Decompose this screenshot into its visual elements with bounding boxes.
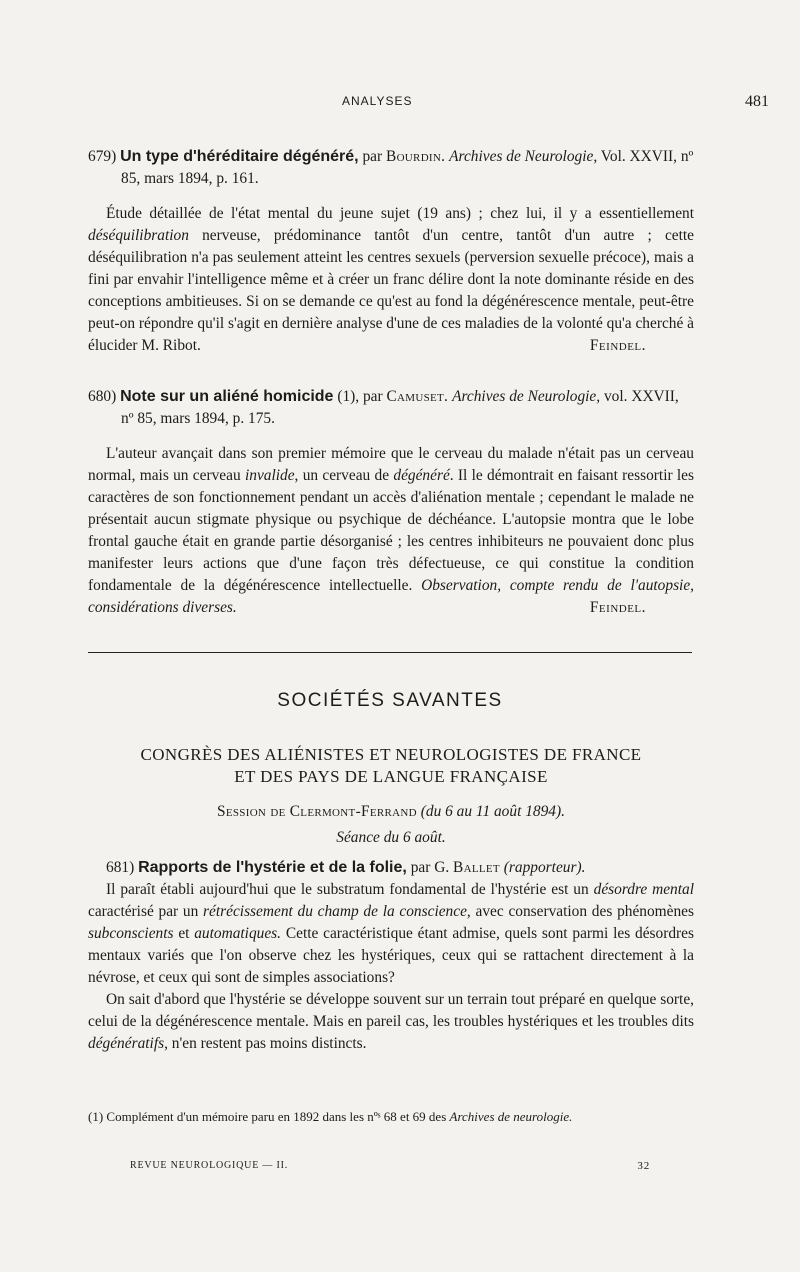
entry-680 [88, 386, 694, 619]
entry-679-journal: Archives de Neurologie, [449, 148, 598, 165]
entry-680-journal: Archives de Neurologie, [452, 388, 601, 405]
entry-681-text-b1: On sait d'abord que l'hystérie se développe souvent sur un terrain tout préparé en quelque sorte, celui de la dégénérescence mentale. Mais en pareil cas, les troubles hystériques et les troubles dits [88, 991, 694, 1030]
section-title: SOCIÉTÉS SAVANTES [277, 690, 503, 711]
entry-679-text-2: nerveuse, prédominance tantôt d'un centre, tantôt d'un autre ; cette déséquilibration n'a pas seulement atteint les centres sexuels (perversion sexuelle précoce), mais a fini par envahir l'intelligence même et à créer un franc délire dont la note dominante réside en des conceptions ambitieuses. Si on se demande ce qu'est au fond la dégénérescence mentale, peut-être peut-on répondre qu'il s'agit en dernière analyse d'une de ces maladies de la volonté qu'a cherché à élucider M. Ribot. [88, 227, 694, 354]
entry-681-text-a3: caractérisé par un [88, 903, 199, 920]
congress-title [88, 744, 694, 788]
page-footer [130, 1160, 650, 1171]
entry-681-italic-a6: subconscients [88, 925, 174, 942]
entry-681-italic-b2: dégénératifs [88, 1035, 165, 1052]
entry-679 [88, 146, 694, 357]
entry-680-heading [88, 386, 694, 430]
entry-681-text-a7: et [178, 925, 190, 942]
footer-journal: REVUE NEUROLOGIQUE — II. [130, 1160, 289, 1171]
entry-681-para-2 [88, 989, 694, 1055]
entry-679-title: Un type d'héréditaire dégénéré, [120, 148, 359, 165]
entry-680-ref: vol. XXVII, nº 85, mars 1894, p. 175. [121, 388, 679, 427]
entry-679-author: Bourdin. [386, 148, 446, 165]
entry-680-text-2: , un cerveau de [294, 467, 390, 484]
entry-680-title: Note sur un aliéné homicide [120, 388, 334, 405]
entry-680-italic-3: Observation, compte rendu de l'autopsie, considérations diverses. [88, 577, 695, 616]
entry-681-para-1 [88, 879, 694, 989]
entry-680-signature: Feindel. [589, 599, 646, 616]
entry-681-italic-a8: automatiques. [194, 925, 282, 942]
entry-680-text-3: . Il le démontrait en faisant ressortir les caractères de son fonctionnement pendant un accès d'aliénation mentale ; cependant le malade ne présentait aucun stigmate physique ou psychique de déchéance. L'autopsie montra que le lobe frontal gauche était en grande partie désorganisé ; les centres inhibiteurs ne pouvaient donc plus manifester leurs actions que d'une façon très défectueuse, ce qui constitue la condition fondamentale de la dégénérescence intellectuelle. [88, 467, 694, 594]
entry-681-par: par G. [410, 859, 450, 876]
entry-679-par: par [362, 148, 383, 165]
entry-681-text-a9: Cette caractéristique étant admise, quels sont parmi les désordres mentaux variés que l'on observe chez les hystériques, ceux qui se rattachent directement à la névrose, et ceux qui sont de simples associations? [88, 925, 694, 986]
entry-681-role: (rapporteur). [503, 859, 586, 876]
footer-sheet-number: 32 [637, 1160, 650, 1172]
entry-680-note-ref: (1), par [337, 388, 383, 405]
section-divider [88, 652, 692, 653]
entry-681-author: Ballet [453, 859, 500, 876]
entry-680-author: Camuset. [386, 388, 449, 405]
entry-681-italic-a2: désordre mental [593, 881, 694, 898]
entry-679-ref: Vol. XXVII, nº 85, mars 1894, p. 161. [121, 148, 694, 187]
entry-679-signature: Feindel. [589, 337, 646, 354]
page-number: 481 [745, 93, 769, 110]
entry-680-body [88, 443, 694, 619]
congress-line-2: ET DES PAYS DE LANGUE FRANÇAISE [234, 767, 548, 786]
footnote [88, 1107, 694, 1127]
session-label: Session de Clermont-Ferrand [217, 803, 417, 820]
entry-681-title: Rapports de l'hystérie et de la folie, [138, 859, 407, 876]
entry-681-text-b3: , n'en restent pas moins distincts. [164, 1035, 367, 1052]
entry-679-body [88, 203, 694, 357]
session-dates: (du 6 au 11 août 1894). [420, 803, 565, 820]
entry-681-italic-a4: rétrécissement du champ de la conscience, [203, 903, 471, 920]
seance-line: Séance du 6 août. [336, 829, 446, 846]
entry-680-italic-2: dégénéré [393, 467, 450, 484]
entry-679-heading [88, 146, 694, 190]
running-head [0, 94, 800, 114]
entry-680-italic-1: invalide [244, 467, 295, 484]
entry-679-text-1: Étude détaillée de l'état mental du jeune sujet (19 ans) ; chez lui, il y a essentiellement [106, 205, 694, 222]
entry-680-number: 680) [88, 388, 117, 405]
footnote-text: (1) Complément d'un mémoire paru en 1892 dans les nºˢ 68 et 69 des [88, 1109, 447, 1124]
entry-679-italic: déséquilibration [88, 227, 189, 244]
footnote-italic: Archives de neurologie. [449, 1109, 573, 1124]
entry-681 [88, 857, 694, 1055]
entry-681-number: 681) [106, 859, 135, 876]
entry-680-text-1: L'auteur avançait dans son premier mémoire que le cerveau du malade n'était pas un cerveau normal, mais un cerveau [88, 445, 694, 484]
running-head-title: ANALYSES [342, 94, 413, 108]
entry-681-heading [88, 857, 694, 879]
session-line [88, 803, 694, 821]
entry-681-text-a5: avec conservation des phénomènes [475, 903, 694, 920]
entry-679-number: 679) [88, 148, 117, 165]
congress-line-1: CONGRÈS DES ALIÉNISTES ET NEUROLOGISTES DE FRANCE [140, 745, 642, 764]
entry-681-text-a1: Il paraît établi aujourd'hui que le substratum fondamental de l'hystérie est un [106, 881, 589, 898]
